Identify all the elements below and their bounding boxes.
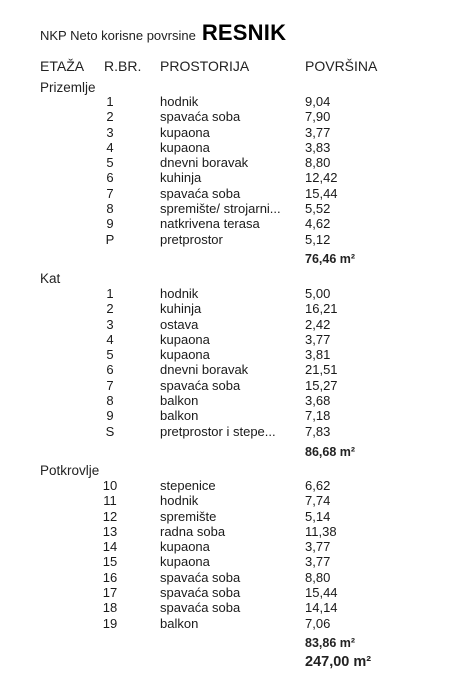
table-row [0,408,474,423]
table-row [0,216,474,231]
table-row [0,140,474,155]
title-row [40,20,286,46]
row-room-name: dnevni boravak [160,155,249,171]
row-room-name: pretprostor [160,231,223,247]
row-number: 11 [103,493,117,509]
grand-total: 247,00 m² [305,654,372,670]
table-row [0,317,474,332]
header-prostorija: PROSTORIJA [160,58,250,74]
row-area: 3,83 [305,139,331,155]
subtotal-prizemlje: 76,46 m² [305,252,356,266]
table-row [0,109,474,124]
table-row [0,155,474,170]
row-area: 7,74 [305,493,331,509]
row-room-name: balkon [160,393,199,409]
row-area: 14,14 [305,600,338,616]
row-area: 3,77 [305,554,331,570]
row-room-name: balkon [160,615,199,631]
row-area: 7,83 [305,423,331,439]
row-number: 1 [106,286,114,301]
table-row [0,94,474,109]
row-area: 3,77 [305,539,331,555]
row-number: 9 [106,408,114,424]
row-number: 6 [106,170,114,186]
table-row [0,186,474,201]
row-room-name: spavaća soba [160,600,241,616]
section-title-kat: Kat [40,271,61,286]
table-row [0,170,474,185]
row-area: 3,81 [305,347,331,363]
table-row [0,570,474,585]
section-title-potkrovlje: Potkrovlje [40,463,100,478]
table-row [0,362,474,377]
row-number: 9 [106,216,114,232]
row-area: 21,51 [305,362,338,378]
row-room-name: spavaća soba [160,585,241,601]
section-rows-prizemlje [0,94,474,247]
row-area: 8,80 [305,155,331,171]
subtotal-kat: 86,68 m² [305,445,356,459]
document-title-main: RESNIK [201,20,287,45]
row-room-name: balkon [160,408,199,424]
row-area: 5,12 [305,231,331,247]
section-rows-potkrovlje [0,478,474,631]
row-room-name: radna soba [160,523,226,539]
row-room-name: natkrivena terasa [160,216,260,232]
row-number: 5 [106,347,114,363]
row-room-name: kuhinja [160,170,202,186]
table-row [0,509,474,524]
row-number: 16 [102,569,118,585]
row-area: 5,00 [305,286,331,301]
table-row [0,493,474,508]
row-room-name: kupaona [160,139,210,155]
table-row [0,125,474,140]
row-area: 12,42 [305,170,338,186]
table-row [0,424,474,439]
row-room-name: dnevni boravak [160,362,249,378]
row-room-name: ostava [160,316,199,332]
table-row [0,393,474,408]
row-number: 4 [106,139,114,155]
row-number: 6 [106,362,114,378]
row-room-name: spremište [160,508,217,524]
row-area: 5,14 [305,508,331,524]
row-number: 10 [102,478,118,493]
section-title-prizemlje: Prizemlje [40,80,96,95]
column-headers [0,58,474,76]
row-number: P [105,231,115,247]
table-row [0,332,474,347]
row-area: 7,18 [305,408,331,424]
row-room-name: kupaona [160,347,210,363]
document-title-prefix: NKP Neto korisne povrsine [40,28,196,43]
row-number: 1 [106,94,114,109]
row-area: 4,62 [305,216,331,232]
row-room-name: kupaona [160,331,210,347]
row-room-name: kuhinja [160,301,202,317]
row-number: 13 [102,523,118,539]
row-number: 5 [106,155,114,171]
table-row [0,201,474,216]
table-row [0,524,474,539]
row-number: 8 [106,393,114,409]
row-area: 16,21 [305,301,338,317]
row-area: 3,77 [305,124,331,140]
row-area: 3,68 [305,393,331,409]
row-number: 4 [106,331,114,347]
table-row [0,301,474,316]
table-row [0,378,474,393]
row-area: 7,90 [305,109,331,125]
row-room-name: spavaća soba [160,377,241,393]
row-room-name: kupaona [160,124,210,140]
table-row [0,600,474,615]
row-room-name: spremište/ strojarni... [160,201,281,217]
row-room-name: spavaća soba [160,569,241,585]
row-number: 7 [106,185,114,201]
subtotal-potkrovlje: 83,86 m² [305,636,356,650]
table-row [0,347,474,362]
table-row [0,554,474,569]
row-area: 8,80 [305,569,331,585]
row-number: 2 [106,301,114,317]
row-area: 15,27 [305,377,338,393]
table-row [0,616,474,631]
table-row [0,478,474,493]
row-area: 7,06 [305,615,331,631]
row-area: 5,52 [305,201,331,217]
row-area: 3,77 [305,331,331,347]
row-room-name: pretprostor i stepe... [160,423,276,439]
row-area: 15,44 [305,185,338,201]
table-row [0,539,474,554]
header-etaza: ETAŽA [40,58,85,74]
row-area: 15,44 [305,585,338,601]
row-number: 19 [102,615,118,631]
row-number: 3 [106,316,114,332]
row-number: 2 [106,109,114,125]
row-room-name: kupaona [160,554,210,570]
row-room-name: hodnik [160,493,199,509]
row-number: 12 [102,508,118,524]
row-number: 15 [102,554,118,570]
row-number: S [105,423,115,439]
row-number: 8 [106,201,114,217]
row-room-name: stepenice [160,478,216,493]
row-room-name: spavaća soba [160,109,241,125]
row-room-name: hodnik [160,94,199,109]
row-number: 14 [102,539,118,555]
row-number: 7 [106,377,114,393]
section-rows-kat [0,286,474,439]
row-room-name: kupaona [160,539,210,555]
row-area: 2,42 [305,316,331,332]
row-area: 6,62 [305,478,331,493]
table-row [0,232,474,247]
row-area: 9,04 [305,94,331,109]
row-area: 11,38 [305,523,337,539]
table-row [0,286,474,301]
header-povrsina: POVRŠINA [305,58,378,74]
row-number: 3 [106,124,114,140]
row-number: 18 [102,600,118,616]
header-rbr: R.BR. [104,58,142,74]
row-room-name: hodnik [160,286,199,301]
table-row [0,585,474,600]
row-number: 17 [102,585,118,601]
row-room-name: spavaća soba [160,185,241,201]
